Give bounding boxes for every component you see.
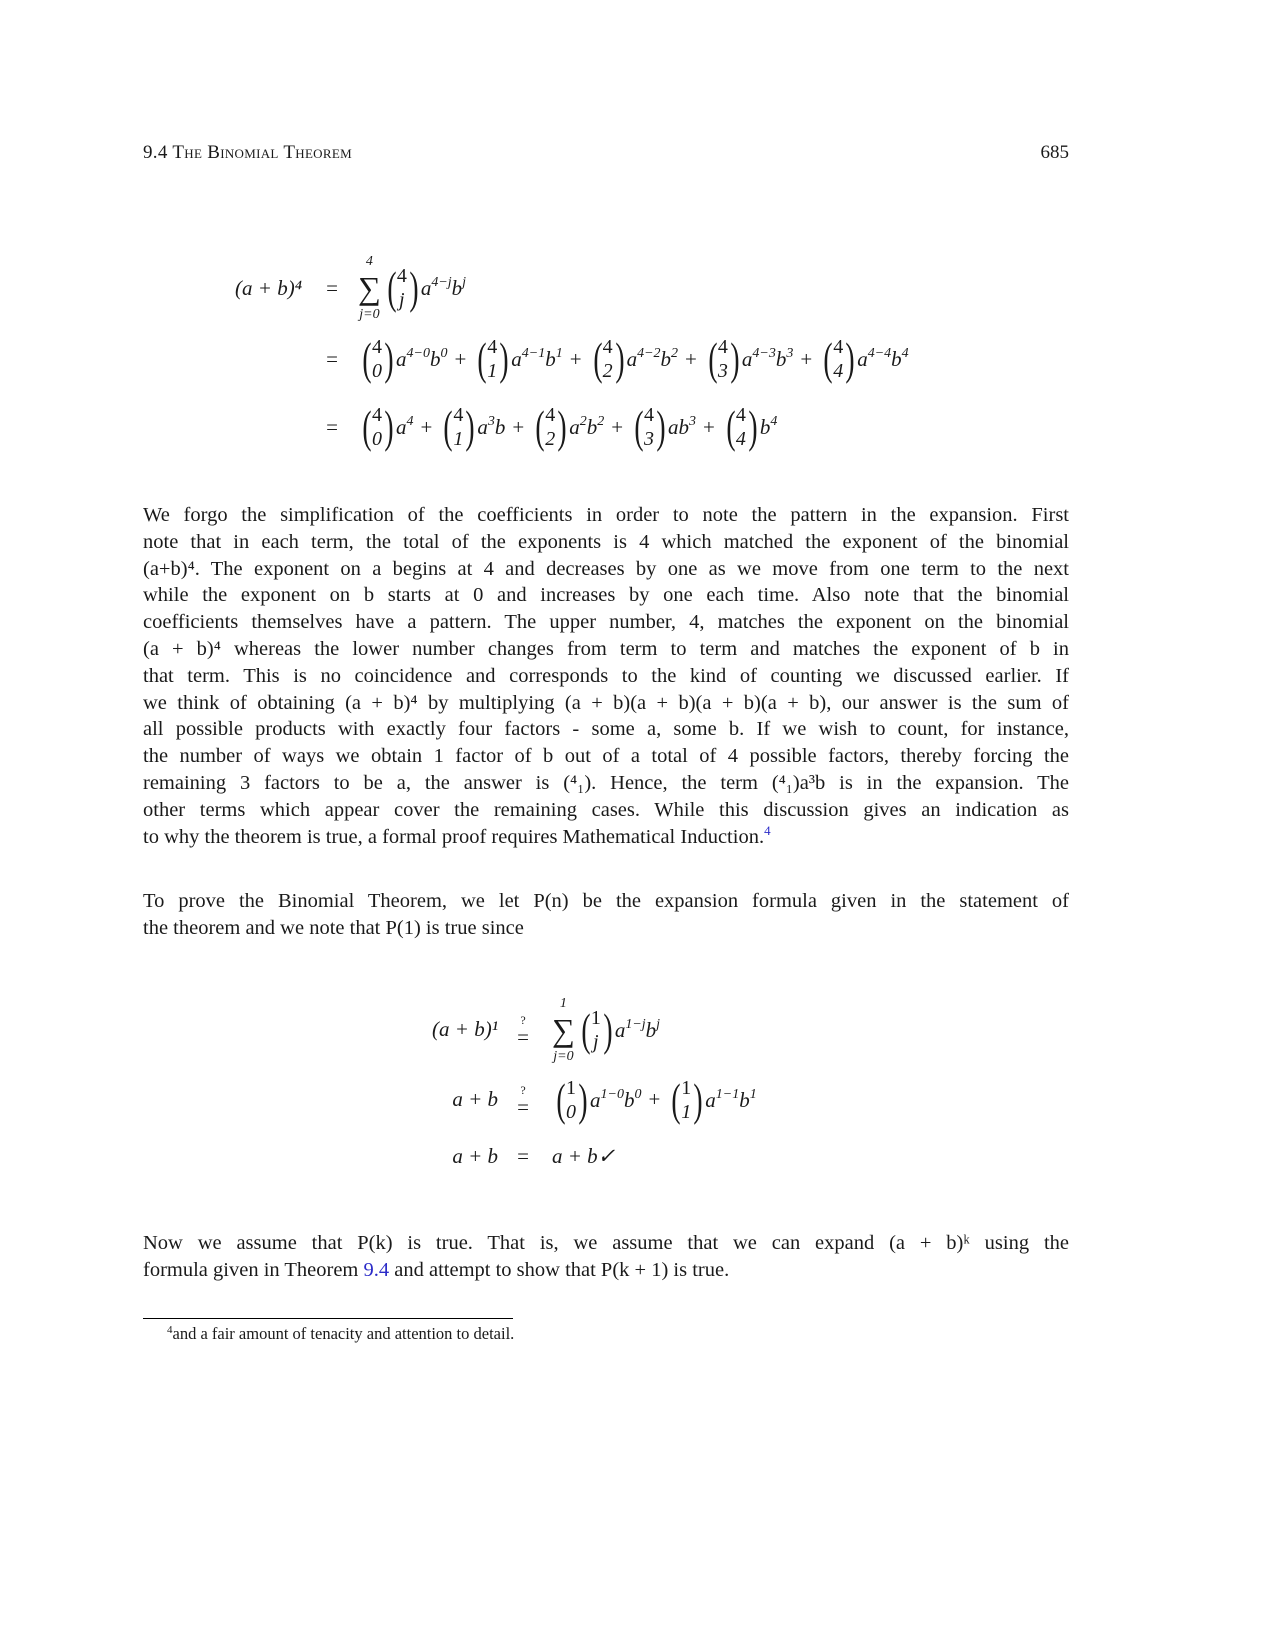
binomial-coefficient [706, 334, 740, 384]
left-paren: ( [362, 333, 372, 384]
binomial-top: 4 [453, 404, 464, 426]
binomial-stack [545, 403, 555, 451]
text-segment: that term. This is no coincidence and corresponds to the kind of counting we discussed earlier. If [143, 664, 1069, 687]
page-content [143, 140, 1069, 1345]
variable: a [741, 347, 753, 371]
exponent: 1−j [625, 1016, 646, 1032]
text-line [143, 663, 1069, 690]
binomial-bottom: 4 [833, 360, 844, 382]
binomial-coefficient [591, 334, 625, 384]
binomial-coefficient [360, 402, 394, 452]
text-line [143, 582, 1069, 609]
footnote-marker: 4 [167, 1323, 173, 1336]
text-segment: We forgo the simplification of the coefficients in order to note the pattern in the expansion. First [143, 504, 1069, 526]
power-term [396, 344, 447, 374]
variable: a [569, 415, 580, 439]
binomial-bottom: 0 [566, 1100, 576, 1123]
binomial-bottom: 1 [681, 1100, 692, 1123]
binomial-coefficient [385, 263, 419, 313]
variable: b [759, 415, 771, 439]
exponent: 2 [671, 346, 679, 361]
power-term [742, 344, 793, 374]
variable: b [645, 1017, 657, 1042]
text-segment: (a + b)⁴ whereas the lower number changes from term to term and matches the exponent of b in [143, 637, 1069, 660]
left-paren: ( [556, 1073, 566, 1125]
binomial-top: 1 [681, 1076, 692, 1099]
questioned-equals [517, 1083, 529, 1117]
equation-relation: = [326, 414, 338, 439]
footnote-divider [143, 1318, 513, 1319]
left-paren: ( [671, 1073, 681, 1125]
questioned-equals [517, 1013, 529, 1047]
paragraph-induction-step [143, 1230, 1069, 1284]
text-line [143, 743, 1069, 770]
footnote [167, 1323, 1069, 1345]
exponent: 4 [406, 414, 414, 429]
right-paren: ) [557, 401, 567, 452]
text-segment: remaining 3 factors to be a, the answer is (⁴₁). Hence, the term (⁴₁)a³b is in the expansion. The [143, 771, 1069, 794]
exponent: 4−3 [752, 346, 776, 361]
binomial-expansion-equation [143, 250, 1069, 462]
exponent: 4 [770, 414, 778, 429]
text-segment: we think of obtaining (a + b)⁴ by multiplying (a + b)(a + b)(a + b)(a + b), our answer is the sum of [143, 691, 1069, 714]
text-segment: (a+b)⁴. The exponent on a begins at 4 and decreases by one as we move from one term to the next [143, 557, 1069, 580]
exponent: 4−0 [406, 346, 430, 361]
equals-sign: = [517, 1024, 529, 1049]
equation-relation [508, 1083, 538, 1117]
variable: b [623, 1087, 635, 1112]
text-line [143, 770, 1069, 797]
text-line [143, 636, 1069, 663]
plus-sign: + [569, 346, 582, 371]
power-term [668, 412, 696, 442]
text-segment: To prove the Binomial Theorem, we let P(n) be the expansion formula given in the statement of [143, 890, 1069, 913]
exponent: 2 [579, 414, 587, 429]
right-paren: ) [614, 333, 625, 384]
left-paren: ( [592, 333, 603, 384]
text-line [143, 888, 1069, 915]
theorem-link[interactable]: 9.4 [363, 1258, 390, 1281]
paragraph-pattern-explanation [143, 502, 1069, 850]
equation-rhs [358, 402, 777, 452]
binomial-coefficient [632, 402, 666, 452]
binomial-top: 4 [372, 404, 382, 426]
text-line [143, 1257, 1069, 1284]
power-term [705, 1085, 756, 1115]
text-line: Now we assume that P(k) is true. That is, we assume that we can expand (a + b)ᵏ using the [143, 1231, 1069, 1254]
binomial-coefficient [360, 334, 394, 384]
left-paren: ( [535, 401, 545, 452]
binomial-top: 4 [372, 336, 382, 358]
right-paren: ) [656, 401, 666, 452]
power-term [857, 344, 908, 374]
equation-rhs [552, 1144, 615, 1169]
binomial-bottom: 1 [453, 428, 464, 450]
binomial-top: 4 [735, 404, 746, 426]
left-paren: ( [823, 333, 833, 384]
right-paren: ) [409, 262, 419, 313]
equation-relation [508, 1013, 538, 1047]
binomial-bottom: 4 [735, 428, 746, 450]
exponent: j [462, 275, 467, 290]
exponent: 4−4 [867, 346, 892, 361]
text-line [143, 716, 1069, 743]
summation [358, 253, 381, 323]
left-paren: ( [443, 401, 453, 452]
exponent: 0 [634, 1086, 642, 1102]
right-paren: ) [730, 333, 740, 384]
exponent: 2 [597, 414, 605, 429]
text-line [143, 556, 1069, 583]
variable: a [477, 415, 488, 439]
footnote-text: and a fair amount of tenacity and attention to detail. [172, 1323, 515, 1343]
exponent: j [656, 1016, 661, 1032]
power-term [477, 412, 505, 442]
exponent: 1−0 [600, 1086, 624, 1102]
plus-sign: + [703, 414, 715, 439]
text-line [143, 690, 1069, 717]
page-number: 685 [1040, 142, 1069, 163]
variable: a [511, 347, 522, 371]
exponent: 3 [786, 346, 794, 361]
binomial-bottom: 2 [602, 360, 613, 382]
running-header [143, 140, 1069, 166]
power-term [627, 344, 678, 374]
binomial-stack [833, 335, 843, 383]
sigma-symbol: ∑ [358, 270, 381, 306]
binomial-bottom: 3 [717, 360, 728, 382]
power-term [511, 344, 562, 374]
binomial-coefficient [475, 334, 509, 384]
right-paren: ) [499, 333, 509, 384]
binomial-stack [487, 335, 497, 383]
text-segment: to why the theorem is true, a formal proof requires Mathematical Induction. [143, 825, 765, 848]
text-segment: coefficients themselves have a pattern. The upper number, 4, matches the exponent on the binomial [143, 611, 1069, 634]
right-paren: ) [465, 401, 475, 452]
binomial-bottom: 0 [372, 428, 382, 450]
equation-relation: = [517, 1144, 529, 1169]
binomial-stack [603, 335, 613, 383]
equation-rhs [552, 1075, 757, 1125]
variable: a [396, 415, 407, 439]
equation-row [143, 250, 1069, 326]
equals-sign: = [517, 1094, 529, 1119]
binomial-stack [736, 403, 746, 451]
equation-lhs: a + b [452, 1087, 498, 1112]
variable: b [451, 276, 463, 300]
left-paren: ( [708, 333, 718, 384]
exponent: 4 [901, 346, 909, 361]
left-paren: ( [362, 401, 372, 452]
equation-relation: = [326, 346, 338, 371]
binomial-top: 4 [717, 336, 728, 358]
text-line [143, 609, 1069, 636]
equation-row [143, 992, 1069, 1068]
binomial-stack [591, 1006, 601, 1054]
exponent: 1−1 [715, 1086, 740, 1102]
power-term [569, 412, 604, 442]
summation [552, 995, 575, 1065]
variable: b [494, 415, 506, 439]
binomial-bottom: 2 [545, 428, 556, 450]
right-paren: ) [384, 333, 394, 384]
text-line [143, 797, 1069, 824]
power-term [615, 1015, 660, 1045]
binomial-coefficient [441, 402, 475, 452]
exponent: 4−2 [637, 346, 661, 361]
running-header-section: 9.4 The Binomial Theorem [143, 142, 352, 163]
equation-lhs: a + b [452, 1144, 498, 1169]
binomial-top: 4 [644, 404, 655, 426]
text-line [143, 502, 1069, 529]
variable: a [420, 276, 432, 300]
sum-upper-limit: 1 [559, 995, 567, 1011]
binomial-bottom: j [399, 289, 405, 311]
plus-sign: + [685, 346, 697, 371]
text-line [143, 915, 1069, 942]
binomial-bottom: j [593, 1030, 599, 1053]
text-line [143, 529, 1069, 556]
variable: b [891, 347, 902, 371]
variable: a [857, 347, 868, 371]
binomial-bottom: 1 [487, 360, 498, 382]
right-paren: ) [693, 1073, 703, 1125]
variable: b [429, 347, 441, 371]
plus-sign: + [800, 346, 813, 371]
text-segment: while the exponent on b starts at 0 and increases by one each time. Also note that the binomial [143, 584, 1069, 607]
sum-lower-limit: j=0 [553, 1048, 574, 1064]
power-term [760, 412, 778, 442]
equation-row [143, 392, 1069, 462]
text-segment: and attempt to show that P(k + 1) is true. [389, 1258, 730, 1281]
equation-relation: = [326, 275, 338, 300]
left-paren: ( [726, 401, 736, 452]
equation-rhs [552, 995, 660, 1065]
exponent: 1 [749, 1086, 757, 1102]
exponent: 3 [487, 414, 495, 429]
binomial-top: 4 [487, 336, 498, 358]
variable: a [626, 347, 638, 371]
binomial-bottom: 0 [372, 360, 382, 382]
equation-row [143, 326, 1069, 392]
equation-lhs: (a + b)¹ [432, 1017, 498, 1042]
right-paren: ) [845, 333, 855, 384]
equation-rhs [358, 253, 466, 323]
binomial-bottom: 3 [644, 428, 655, 450]
text-segment: all possible products with exactly four factors - some a, some b. If we wish to count, for instance, [143, 718, 1069, 741]
equation-row [143, 1068, 1069, 1132]
variable: a [668, 415, 679, 439]
power-term [590, 1085, 641, 1115]
left-paren: ( [634, 401, 644, 452]
power-term [396, 412, 414, 442]
binomial-coefficient [554, 1075, 588, 1125]
binomial-top: 4 [545, 404, 556, 426]
variable: a [705, 1087, 716, 1112]
binomial-stack [372, 335, 382, 383]
question-mark: ? [520, 1082, 526, 1097]
exponent: 4−j [431, 275, 452, 290]
binomial-top: 1 [590, 1006, 601, 1029]
binomial-stack [453, 403, 463, 451]
binomial-top: 1 [566, 1076, 576, 1099]
left-paren: ( [581, 1003, 591, 1055]
binomial-stack [718, 335, 728, 383]
right-paren: ) [603, 1003, 613, 1055]
exponent: 1 [555, 346, 563, 361]
sigma-symbol: ∑ [552, 1011, 575, 1048]
binomial-coefficient [579, 1005, 613, 1055]
right-paren: ) [384, 401, 394, 452]
variable: b [678, 415, 690, 439]
binomial-top: 4 [602, 336, 613, 358]
text-line [143, 824, 1069, 851]
plus-sign: + [611, 414, 624, 439]
binomial-coefficient [821, 334, 855, 384]
exponent: 0 [440, 346, 448, 361]
binomial-stack [372, 403, 382, 451]
question-mark: ? [520, 1012, 526, 1027]
text-segment: note that in each term, the total of the exponents is 4 which matched the exponent of the binomial [143, 530, 1069, 553]
plus-sign: + [454, 346, 467, 371]
exponent: 4−1 [521, 346, 546, 361]
plus-sign: + [512, 414, 525, 439]
binomial-coefficient [724, 402, 758, 452]
variable: b [545, 347, 556, 371]
variable: b [586, 415, 598, 439]
plus-sign: + [648, 1087, 661, 1112]
rhs-text: a + b✓ [552, 1144, 616, 1169]
binomial-top: 4 [396, 265, 407, 287]
binomial-coefficient [669, 1075, 703, 1125]
equation-lhs: (a + b)⁴ [235, 275, 302, 300]
variable: b [739, 1087, 750, 1112]
text-segment: the number of ways we obtain 1 factor of b out of a total of 4 possible factors, thereby forcing the [143, 745, 1069, 768]
equation-rhs [358, 334, 909, 384]
paragraph-proof-intro [143, 888, 1069, 942]
footnote-marker-link[interactable]: 4 [764, 822, 771, 838]
text-segment: formula given in Theorem [143, 1258, 364, 1281]
binomial-coefficient [533, 402, 567, 452]
variable: a [590, 1087, 601, 1112]
equation-row [143, 1132, 1069, 1182]
plus-sign: + [420, 414, 433, 439]
sum-upper-limit: 4 [365, 254, 373, 269]
variable: b [660, 347, 672, 371]
binomial-top: 4 [833, 336, 844, 358]
right-paren: ) [578, 1073, 588, 1125]
binomial-stack [644, 403, 654, 451]
power-term [421, 273, 466, 303]
right-paren: ) [748, 401, 758, 452]
text-segment: the theorem and we note that P(1) is true since [143, 917, 524, 940]
binomial-stack [681, 1076, 691, 1124]
variable: a [614, 1017, 626, 1042]
base-case-equation [143, 992, 1069, 1182]
variable: b [775, 347, 787, 371]
left-paren: ( [477, 333, 487, 384]
text-segment: other terms which appear cover the remaining cases. While this discussion gives an indication as [143, 798, 1069, 821]
sum-lower-limit: j=0 [359, 307, 380, 322]
variable: a [396, 347, 407, 371]
left-paren: ( [387, 262, 397, 313]
binomial-stack [397, 264, 407, 312]
exponent: 3 [689, 414, 697, 429]
binomial-stack [566, 1076, 576, 1124]
